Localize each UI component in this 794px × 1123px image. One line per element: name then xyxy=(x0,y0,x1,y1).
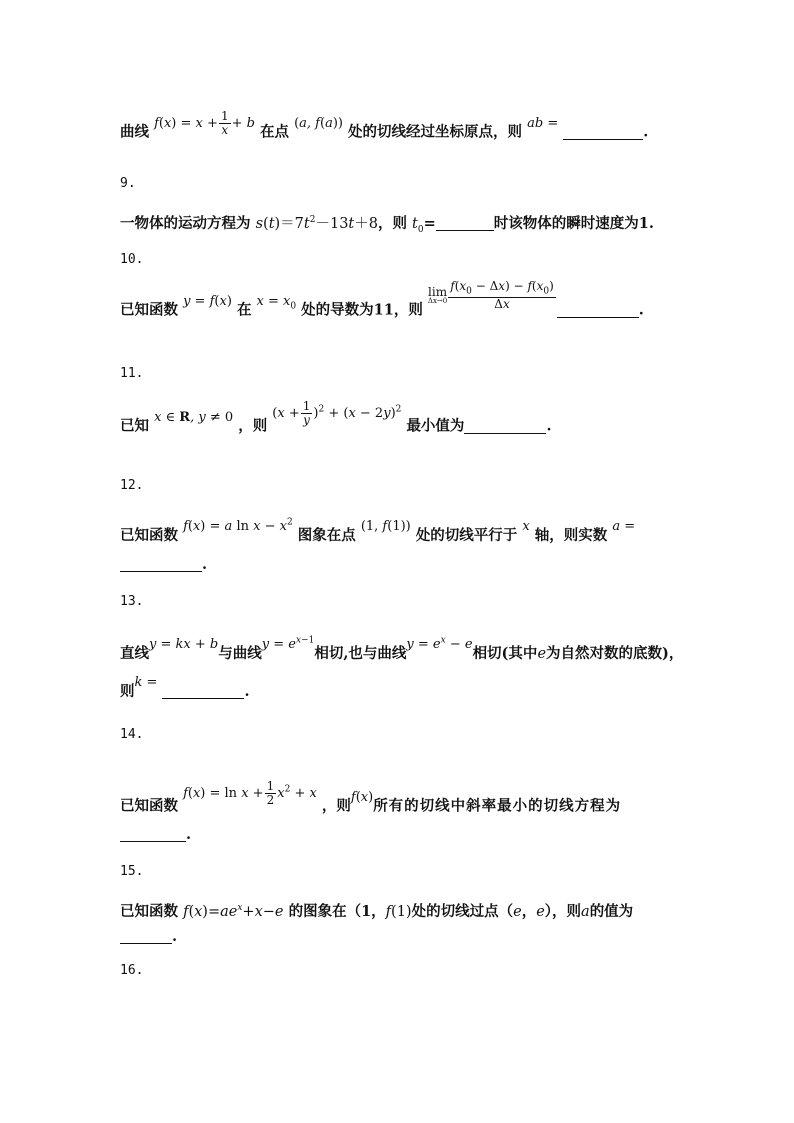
problem-number-9: 9. xyxy=(120,176,136,191)
problem-15-mid4: ），则 xyxy=(544,903,582,920)
problem-13-e-symbol: e xyxy=(537,646,547,662)
problem-10-point-formula: $x = x_0$ xyxy=(256,293,297,312)
problem-10 xyxy=(120,279,644,326)
problem-number-12: 12. xyxy=(120,478,144,493)
problem-13-mid4: 为自然对数的底数)， xyxy=(546,645,684,662)
problem-11-tail: . xyxy=(546,417,552,435)
problem-15-mid5: 的值为 xyxy=(589,903,634,920)
problem-12 xyxy=(120,517,636,545)
answer-blank xyxy=(436,229,494,231)
problem-number-10: 10. xyxy=(120,252,144,267)
problem-13-prefix: 直线 xyxy=(120,645,149,662)
problem-15 xyxy=(120,900,633,921)
problem-14-mid1: ，则 xyxy=(321,797,351,815)
problem-9-text-d: 时该物体的瞬时速度为1. xyxy=(493,215,654,232)
problem-11 xyxy=(120,399,552,440)
problem-number-11: 11. xyxy=(120,366,144,381)
problem-14-line2 xyxy=(120,826,191,843)
problem-12-prefix: 已知函数 xyxy=(120,527,178,544)
problem-8-point-formula: (a, f(a)) xyxy=(294,115,343,131)
problem-number-14: 14. xyxy=(120,727,144,742)
problem-10-limit-formula: lim Δx→0 $\frac{f(x_0 - \Delta x) - f(x_0)}{\Delta x}$ xyxy=(427,279,554,311)
problem-14-prefix: 已知函数 xyxy=(120,797,178,815)
problem-15-e2: e xyxy=(536,904,545,920)
problem-10-mid1: 在 xyxy=(236,301,252,319)
problem-15-prefix: 已知函数 xyxy=(120,903,178,920)
problem-15-e1: e xyxy=(513,904,522,920)
problem-10-function-formula: y = f(x) xyxy=(183,293,232,309)
problem-11-mid1: ，则 xyxy=(238,417,268,435)
problem-number-15: 15. xyxy=(120,864,144,879)
problem-8-tail: . xyxy=(643,123,649,141)
problem-13-line2-prefix: 则 xyxy=(120,683,135,700)
problem-11-prefix: 已知 xyxy=(120,417,149,435)
problem-15-tail: . xyxy=(172,928,178,945)
problem-9-equation: $s(t)=7t^2-13t+8$ xyxy=(255,215,378,232)
problem-12-point-formula: (1, f(1)) xyxy=(360,519,411,534)
problem-8 xyxy=(120,109,649,146)
problem-10-mid2: 处的导数为11，则 xyxy=(301,301,423,319)
problem-15-mid1: 的图象在（1， xyxy=(288,903,386,920)
problem-9-text-b: ，则 xyxy=(377,215,407,232)
problem-14-tail: . xyxy=(186,826,192,843)
problem-12-mid1: 图象在点 xyxy=(297,527,356,544)
problem-13-mid2: 相切,也与曲线 xyxy=(314,645,407,662)
problem-number-16: 16. xyxy=(120,963,144,978)
answer-blank xyxy=(563,138,643,140)
problem-13-line2 xyxy=(120,675,250,701)
problem-15-a-symbol: a xyxy=(581,904,590,920)
problem-12-function-formula: f(x) = a $\ln x - x^2$ xyxy=(183,517,293,534)
problem-12-tail: . xyxy=(202,556,208,573)
answer-blank xyxy=(120,840,186,842)
problem-9 xyxy=(120,212,654,235)
problem-13-mid1: 与曲线 xyxy=(218,645,262,662)
problem-8-function-formula: f(x) = x + $\frac{1}{x}$ + b xyxy=(154,109,255,137)
problem-9-text-a: 一物体的运动方程为 xyxy=(120,215,251,232)
answer-blank xyxy=(120,942,172,944)
problem-15-line2 xyxy=(120,928,177,945)
problem-12-mid3: 轴，则实数 xyxy=(534,527,608,544)
problem-8-prefix: 曲线 xyxy=(120,123,149,141)
problem-13-curve1-formula: $y = e^{x-1}$ xyxy=(261,635,315,652)
problem-13-k-formula: k = xyxy=(134,675,158,690)
problem-12-line2 xyxy=(120,556,207,573)
problem-13-mid3: 相切(其中 xyxy=(472,645,538,662)
problem-11-condition-formula: x ∈ R, y ≠ 0 xyxy=(154,409,234,425)
problem-9-t0: $t_0$ xyxy=(412,216,424,235)
problem-8-mid2: 处的切线经过坐标原点，则 xyxy=(348,123,523,141)
problem-12-x-symbol: x xyxy=(522,519,530,534)
problem-15-f1: f(1) xyxy=(385,904,412,920)
answer-blank xyxy=(464,432,546,434)
problem-10-tail: . xyxy=(638,301,644,319)
problem-12-mid2: 处的切线平行于 xyxy=(415,527,518,544)
problem-13-line-formula: y = kx + b xyxy=(149,637,219,652)
problem-15-mid3: ， xyxy=(521,903,537,920)
problem-13 xyxy=(120,635,684,663)
problem-14-fx-formula: f(x) xyxy=(350,789,374,805)
problem-14 xyxy=(120,779,622,820)
problem-11-expression-formula: (x + $\frac{1}{y}$ )$^2 + (x - 2y)^2$ xyxy=(272,399,402,427)
problem-12-a-formula: a = xyxy=(612,519,636,534)
problem-14-mid2: 所有的切线中斜率最小的切线方程为 xyxy=(373,797,622,815)
problem-15-function-formula: $f(x)=ae^x+x-e$ xyxy=(183,903,284,920)
problem-13-tail: . xyxy=(244,683,250,700)
answer-blank xyxy=(162,697,244,699)
answer-blank xyxy=(120,570,202,572)
problem-14-function-formula: f(x) = ln x + $\frac{1}{2}$ $x^2 + x$ xyxy=(183,779,317,807)
problem-8-mid1: 在点 xyxy=(260,123,290,141)
problem-10-prefix: 已知函数 xyxy=(120,301,178,319)
problem-15-mid2: 处的切线过点（ xyxy=(411,903,514,920)
problem-number-13: 13. xyxy=(120,594,144,609)
answer-blank xyxy=(557,316,639,318)
problem-11-mid2: 最小值为 xyxy=(406,417,465,435)
problem-8-ab-formula: ab = xyxy=(527,115,559,131)
problem-9-text-c: = xyxy=(423,215,436,232)
problem-13-curve2-formula: $y = e^x - e$ xyxy=(406,635,473,652)
